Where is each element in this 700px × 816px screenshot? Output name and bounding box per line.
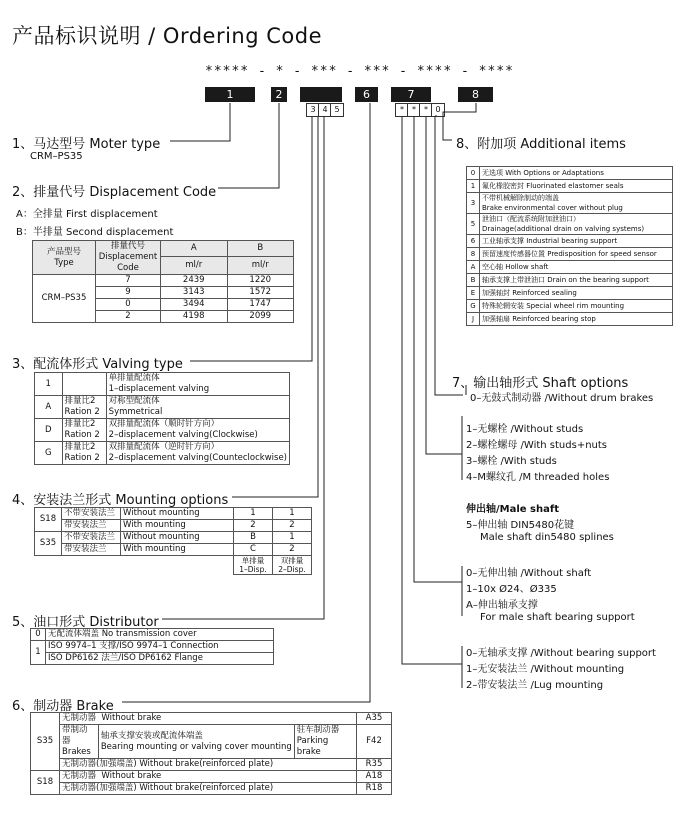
footer-double-disp: 双排量 2–Disp. (273, 556, 312, 575)
code-cell: F42 (357, 725, 392, 759)
en-cell: Without brake (101, 771, 162, 781)
code-cell: A35 (357, 713, 392, 725)
desc-cn: 对称型配流体 (108, 396, 160, 406)
code-cell: 7 (96, 275, 161, 287)
desc-cell: 无制动器(加强端盖) Without brake(reinforced plate) (60, 783, 357, 795)
ratio-cn: 排量比2 (64, 419, 96, 429)
desc-cell: 泄油口（配流系统附加泄油口） Drainage(additional drain on valving systems) (480, 214, 673, 235)
code-cell: J (467, 313, 480, 326)
desc-cn: 轴承支撑安装或配流体端盖 (100, 730, 203, 741)
displacement-a-line: A：全排量 First displacement (16, 209, 158, 220)
table-row (467, 287, 673, 300)
code-cell: A (467, 261, 480, 274)
shaft-option-line: 1–10x Ø24、Ø335 (466, 584, 557, 595)
col-header-b: B (227, 241, 294, 257)
disp1-cell: B (234, 532, 273, 544)
code-cell: 2 (96, 311, 161, 323)
male-shaft-line: Male shaft din5480 splines (480, 532, 614, 543)
desc-cell: ISO DP6162 法兰/ISO DP6162 Flange (46, 653, 274, 665)
shaft-option-line: A–伸出轴承支撑 (466, 600, 538, 611)
disp1-cell: C (234, 544, 273, 556)
digit-box-5: 5 (330, 103, 344, 117)
value-b-cell: 1747 (227, 299, 294, 311)
code-cell: A (35, 396, 63, 419)
table-row (35, 442, 290, 465)
cn-cell: 无制动器 (62, 771, 97, 781)
code-cell: R35 (357, 759, 392, 771)
desc-cn: 双排量配流体（顺时针方向） (108, 419, 220, 429)
shaft-option-line: 3–螺栓 /With studs (466, 456, 557, 467)
distributor-table (30, 628, 274, 665)
shaft-option-line: 0–无伸出轴 /Without shaft (466, 568, 592, 579)
section-8-heading: 8、附加项 Additional items (456, 137, 626, 152)
position-box-7: 7 (391, 87, 431, 102)
value-b-cell: 1572 (227, 287, 294, 299)
section-7-heading: 7、输出轴形式 Shaft options (452, 376, 629, 391)
digit-box-7b: * (407, 103, 421, 117)
en-cell: Without mounting (121, 508, 234, 520)
code-cell: 3 (467, 193, 480, 214)
code-cell: 5 (467, 214, 480, 235)
desc-cell: 不带机械解除制动的端盖 Brake environmental cover without plug (480, 193, 673, 214)
desc-en: 2–displacement valving(Counteclockwise) (108, 453, 287, 463)
position-box-2: 2 (271, 87, 287, 102)
shaft-option-line: For male shaft bearing support (480, 612, 635, 623)
cn-cell: 无制动器 (62, 713, 97, 723)
position-box-6: 6 (355, 87, 378, 102)
desc-cell: 加强轴扇 Reinforced bearing stop (480, 313, 673, 326)
disp1-cell: 2 (234, 520, 273, 532)
table-row (467, 300, 673, 313)
disp1-cell: 1 (234, 508, 273, 520)
desc-cell: 氟化橡胶密封 Fluorinated elastomer seals (480, 180, 673, 193)
section-2-heading: 2、排量代号 Displacement Code (12, 185, 217, 200)
table-row (31, 641, 274, 653)
shaft-option-line: 1–无螺栓 /Without studs (466, 424, 584, 435)
position-box-8: 8 (458, 87, 493, 102)
desc-en: Bearing mounting or valving cover mounting (100, 741, 292, 752)
table-row (467, 248, 673, 261)
table-row (31, 783, 392, 795)
desc-cell: 加强轴封 Reinforced sealing (480, 287, 673, 300)
position-box-1: 1 (205, 87, 255, 102)
value-b-cell: 2099 (227, 311, 294, 323)
disp2-cell: 1 (273, 532, 312, 544)
code-cell: D (35, 419, 63, 442)
desc-cell: 轴承支撑上带泄油口 Drain on the bearing support (480, 274, 673, 287)
ordering-code-pattern: ***** - * - *** - *** - **** - **** (205, 64, 514, 79)
table-row (31, 725, 392, 759)
desc-cell: 无选项 With Options or Adaptations (480, 167, 673, 180)
col-header-code: 排量代号 Displacement Code (96, 241, 161, 275)
en-cell: Without mounting (121, 532, 234, 544)
table-row (31, 771, 392, 783)
table-row (35, 419, 290, 442)
ratio-en: Ration 2 (64, 430, 100, 440)
table-row (35, 520, 312, 532)
cn-cell: 不带安装法兰 (62, 532, 121, 544)
footer-single-disp: 单排量 1–Disp. (234, 556, 273, 575)
digit-box-7a: * (395, 103, 409, 117)
unit-a: ml/r (161, 257, 228, 275)
desc-en: 2–displacement valving(Clockwise) (108, 430, 258, 440)
code-cell: 6 (467, 235, 480, 248)
table-row (467, 274, 673, 287)
cn-cell: 不带安装法兰 (62, 508, 121, 520)
code-cell: 1 (35, 373, 63, 396)
mounting-table (34, 507, 312, 575)
code-cell: 8 (467, 248, 480, 261)
shaft-option-line: 2–带安装法兰 /Lug mounting (466, 680, 604, 691)
desc-cell: 工业轴承支撑 Industrial bearing support (480, 235, 673, 248)
desc-cell: 特殊轮辋安装 Special wheel rim mounting (480, 300, 673, 313)
section-4-heading: 4、安装法兰形式 Mounting options (12, 493, 229, 508)
col-header-a: A (161, 241, 228, 257)
group-code: S35 (35, 532, 62, 556)
digit-box-3: 3 (306, 103, 320, 117)
table-row (467, 235, 673, 248)
disp2-cell: 1 (273, 508, 312, 520)
en-cell: With mounting (121, 520, 234, 532)
group-code: S35 (31, 713, 60, 771)
table-row (35, 508, 312, 520)
motor-type-value: CRM–PS35 (30, 151, 83, 162)
value-b-cell: 1220 (227, 275, 294, 287)
ratio-cn: 排量比2 (64, 442, 96, 452)
table-row (35, 396, 290, 419)
en-cell: Without brake (101, 713, 162, 723)
unit-b: ml/r (227, 257, 294, 275)
page-title: 产品标识说明 / Ordering Code (12, 24, 323, 48)
code-cell: R18 (357, 783, 392, 795)
value-a-cell: 3494 (161, 299, 228, 311)
desc-cell: 空心轴 Hollow shaft (480, 261, 673, 274)
digit-box-7d: 0 (431, 103, 445, 117)
table-row (31, 713, 392, 725)
desc-en: Symmetrical (108, 407, 163, 417)
additional-items-table (466, 166, 673, 326)
shaft-option-line: 2–螺栓螺母 /With studs+nuts (466, 440, 608, 451)
code-cell: 0 (96, 299, 161, 311)
shaft-option-line: 1–无安装法兰 /Without mounting (466, 664, 625, 675)
male-shaft-title: 伸出轴/Male shaft (466, 504, 559, 515)
code-cell: 0 (31, 629, 46, 641)
desc-cell: 无制动器(加强端盖) Without brake(reinforced plate) (60, 759, 357, 771)
table-row (467, 167, 673, 180)
shaft-option-line: 0–无轴承支撑 /Without bearing support (466, 648, 656, 659)
table-row (467, 193, 673, 214)
digit-box-7c: * (419, 103, 433, 117)
desc-cell: ISO 9974–1 支撑/ISO 9974–1 Connection (46, 641, 274, 653)
ratio-cn: 排量比2 (64, 396, 96, 406)
value-a-cell: 4198 (161, 311, 228, 323)
table-row (35, 544, 312, 556)
section-6-heading: 6、制动器 Brake (12, 699, 114, 714)
cn-cell: 带安装法兰 (62, 520, 121, 532)
section-5-heading: 5、油口形式 Distributor (12, 615, 159, 630)
digit-box-4: 4 (318, 103, 332, 117)
desc-cn: 单排量配流体 (108, 373, 160, 383)
cn-cell: 带制动器 Brakes (60, 725, 99, 759)
table-row (467, 313, 673, 326)
model-cell: CRM–PS35 (33, 275, 96, 323)
table-row (35, 532, 312, 544)
table-row (33, 275, 294, 287)
displacement-table (32, 240, 294, 323)
table-row (31, 653, 274, 665)
code-cell: G (467, 300, 480, 313)
section-1-heading: 1、马达型号 Moter type (12, 137, 161, 152)
section-3-heading: 3、配流体形式 Valving type (12, 357, 183, 372)
shaft-option-line: 4–M螺纹孔 /M threaded holes (466, 472, 610, 483)
value-a-cell: 3143 (161, 287, 228, 299)
code-cell: 0 (467, 167, 480, 180)
value-a-cell: 2439 (161, 275, 228, 287)
valving-table (34, 372, 290, 465)
table-row (467, 214, 673, 235)
code-cell: 1 (467, 180, 480, 193)
table-row (467, 261, 673, 274)
disp2-cell: 2 (273, 520, 312, 532)
code-cell: 9 (96, 287, 161, 299)
code-cell: B (467, 274, 480, 287)
table-row (31, 629, 274, 641)
ratio-en: Ration 2 (64, 407, 100, 417)
desc-cn: 双排量配流体（逆时针方向） (108, 442, 220, 452)
male-shaft-line: 5–伸出轴 DIN5480花键 (466, 520, 575, 531)
code-cell: G (35, 442, 63, 465)
code-cell: 1 (31, 641, 46, 665)
table-row (35, 373, 290, 396)
table-row (467, 180, 673, 193)
park-cell: 驻车制动器 Parking brake (294, 725, 356, 759)
disp2-cell: 2 (273, 544, 312, 556)
code-cell: A18 (357, 771, 392, 783)
group-code: S18 (31, 771, 60, 795)
cn-cell: 带安装法兰 (62, 544, 121, 556)
code-cell: E (467, 287, 480, 300)
desc-cell: 预留速度传感器位置 Predisposition for speed sensor (480, 248, 673, 261)
brake-table (30, 712, 392, 795)
table-row (31, 759, 392, 771)
col-header-type: 产品型号 Type (33, 241, 96, 275)
en-cell: With mounting (121, 544, 234, 556)
group-code: S18 (35, 508, 62, 532)
desc-en: 1–displacement valving (108, 384, 210, 394)
ratio-en: Ration 2 (64, 453, 100, 463)
shaft-option-line: 0–无鼓式制动器 /Without drum brakes (470, 393, 654, 404)
desc-cell: 无配流体端盖 No transmission cover (46, 629, 274, 641)
displacement-b-line: B：半排量 Second displacement (16, 227, 174, 238)
